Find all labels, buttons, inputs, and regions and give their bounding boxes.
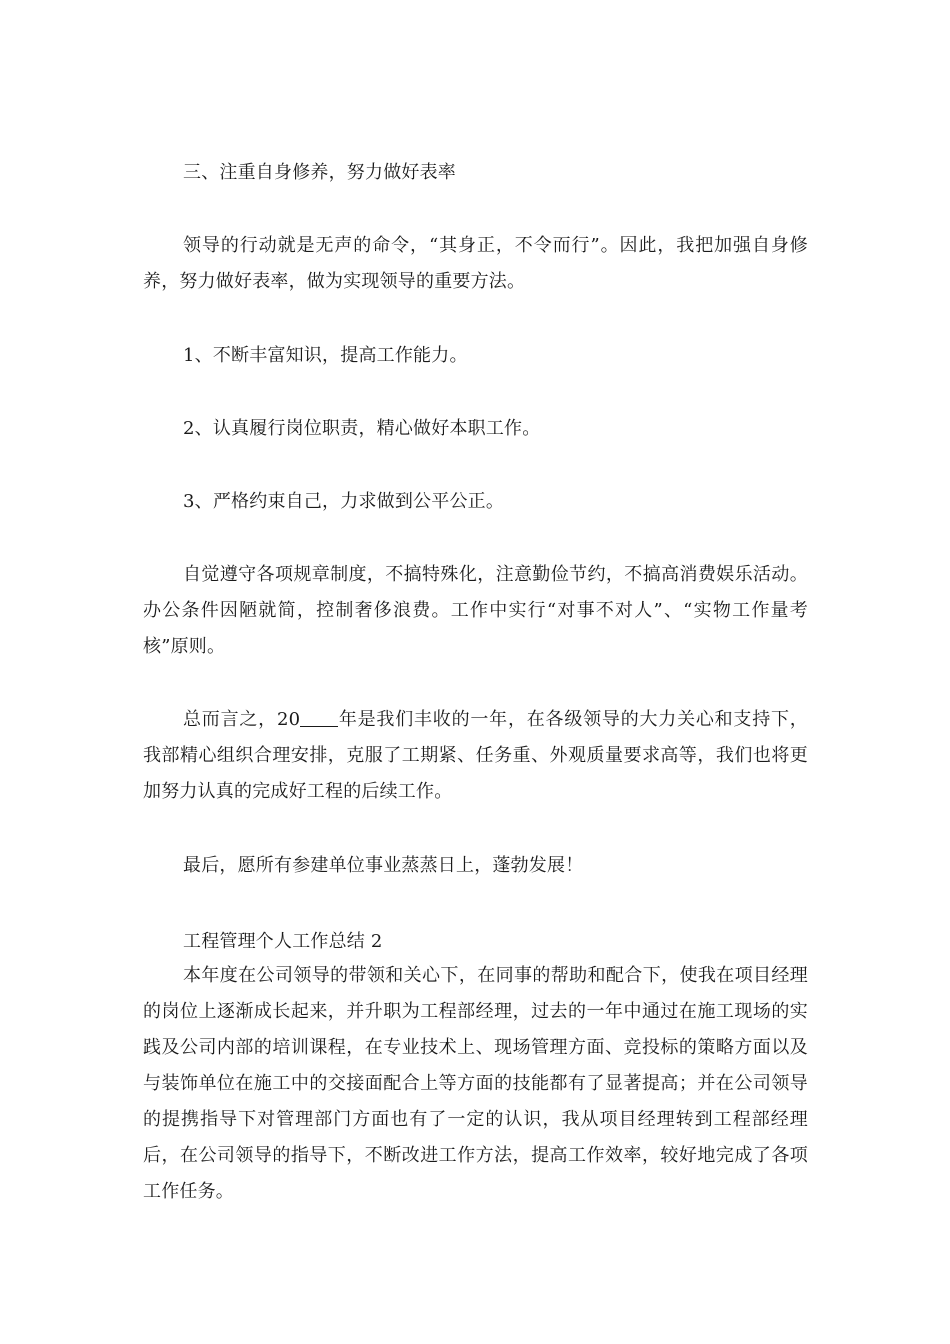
section-heading: 三、注重自身修养，努力做好表率 (183, 162, 456, 183)
list-item-2: 2、认真履行岗位职责，精心做好本职工作。 (183, 418, 541, 439)
summary-prefix: 总而言之，20 (183, 709, 301, 730)
list-item-1: 1、不断丰富知识，提高工作能力。 (183, 345, 468, 366)
list-item-3: 3、严格约束自己，力求做到公平公正。 (183, 491, 505, 512)
second-title: 工程管理个人工作总结 2 (183, 931, 383, 952)
intro-paragraph: 领导的行动就是无声的命令，“其身正，不令而行”。因此，我把加强自身修养，努力做好表率，做为实现领导的重要方法。 (143, 235, 808, 292)
discipline-paragraph: 自觉遵守各项规章制度，不搞特殊化，注意勤俭节约，不搞高消费娱乐活动。办公条件因陋就简，控制奢侈浪费。工作中实行“对事不对人”、“实物工作量考核”原则。 (143, 564, 808, 657)
summary-paragraph (143, 702, 808, 810)
second-paragraph: 本年度在公司领导的带领和关心下，在同事的帮助和配合下，使我在项目经理的岗位上逐渐成长起来，并升职为工程部经理，过去的一年中通过在施工现场的实践及公司内部的培训课程，在专业技术上、现场管理方面、竞投标的策略方面以及与装饰单位在施工中的交接面配合上等方面的技能都有了显著提高；并在公司领导的提携指导下对管理部门方面也有了一定的认识，我从项目经理转到工程部经理后，在公司领导的指导下，不断改进工作方法，提高工作效率，较好地完成了各项工作任务。 (143, 965, 808, 1202)
closing-wish: 最后，愿所有参建单位事业蒸蒸日上，蓬勃发展！ (183, 855, 584, 876)
summary-suffix: 年是我们丰收的一年，在各级领导的大力关心和支持下，我部精心组织合理安排，克服了工期紧、任务重、外观质量要求高等，我们也将更加努力认真的完成好工程的后续工作。 (143, 709, 809, 802)
year-blank (300, 708, 338, 727)
